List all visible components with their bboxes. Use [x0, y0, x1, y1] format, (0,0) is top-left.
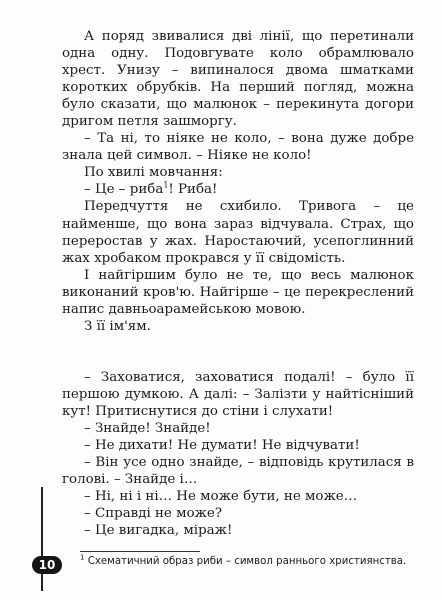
fish-text: – Це – риба [84, 182, 164, 198]
paragraph: З її ім'ям. [84, 318, 151, 334]
margin-line [41, 487, 43, 591]
page-number: 10 [32, 556, 62, 574]
paragraph: – Заховатися, заховатися подалі! – було її першою думкою. А далі: – Залізти у найтісніший кут! Притиснутися до стіни і слухати! [62, 369, 414, 419]
footnote-reference[interactable]: 1 [163, 180, 169, 190]
fish-text-end: ! Риба! [168, 182, 218, 198]
scene-break [62, 335, 414, 369]
paragraph: – Він усе одно знайде, – відповідь крутилася в голові. – Знайде і… [62, 455, 414, 488]
paragraph: Передчуття не схибило. Тривога – це найменше, що вона зараз відчувала. Страх, що переростав у жах. Наростаючий, усепоглинний жах хробаком прокрався у її свідомість. [62, 199, 414, 266]
body-text [62, 28, 414, 539]
footnote [80, 554, 416, 569]
paragraph: – Справді не може? [84, 506, 223, 522]
paragraph: По хвилі мовчання: [84, 165, 223, 181]
paragraph: – Знайде! Знайде! [84, 420, 211, 436]
footnote-mark: 1 [80, 553, 85, 562]
paragraph: А поряд звивалися дві лінії, що перетинали одна одну. Подовгувате коло обрамлювало хрест. Унизу – випиналося двома шматками коротких обрубків. На перший погляд, можна було сказати, що малюнок – перекинута догори дригом петля зашморгу. [62, 29, 414, 130]
paragraph-fish [62, 181, 414, 198]
paragraph: – Це вигадка, міраж! [84, 523, 233, 539]
footnote-text: Схематичний образ риби – символ раннього християнства. [87, 556, 407, 567]
paragraph: – Не дихати! Не думати! Не відчувати! [84, 438, 360, 454]
paragraph: І найгіршим було не те, що весь малюнок виконаний кров'ю. Найгірше – це перекреслений напис давньоарамейською мовою. [62, 267, 414, 317]
footnote-rule [80, 551, 200, 552]
paragraph: – Та ні, то ніяке не коло, – вона дуже добре знала цей символ. – Ніяке не коло! [62, 131, 414, 164]
paragraph: – Ні, ні і ні… Не може бути, не може… [84, 489, 358, 505]
